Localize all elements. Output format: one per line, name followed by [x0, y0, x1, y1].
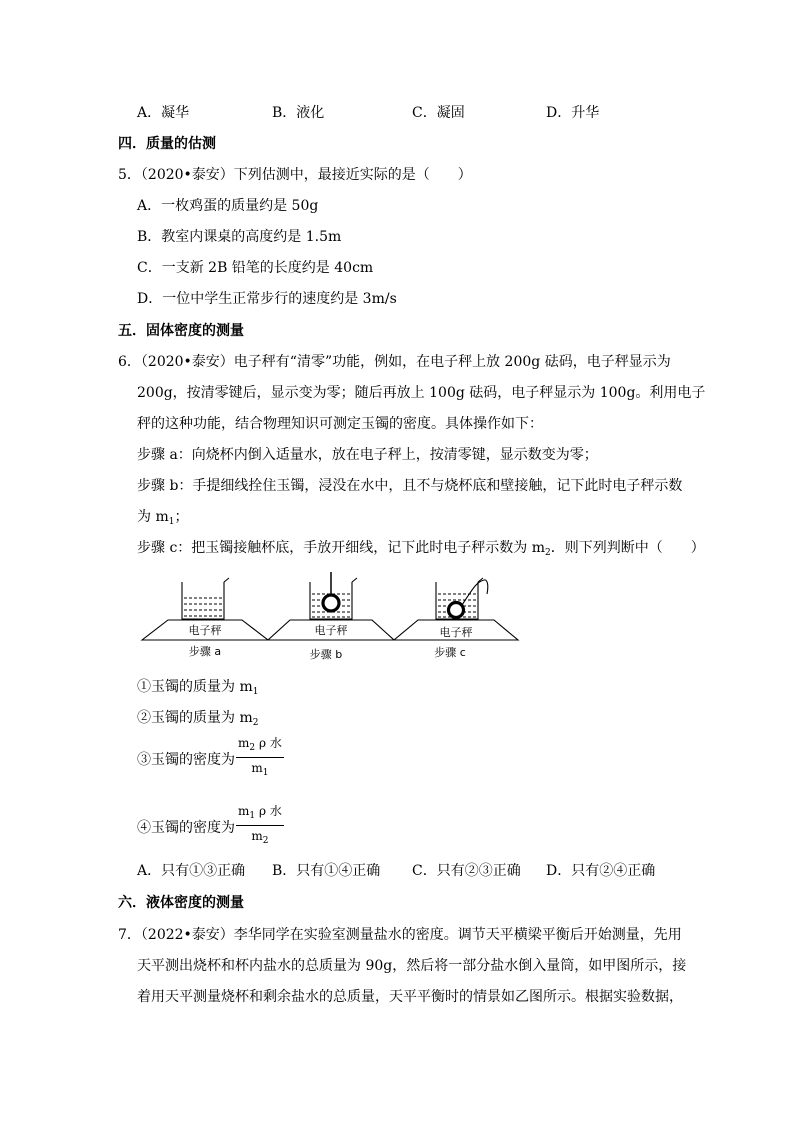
q4-option-c: C．凝固 [412, 105, 465, 121]
section-heading-6: 六．液体密度的测量 [118, 895, 244, 911]
caption-step-c: 步骤 c [434, 646, 466, 659]
q6-statement-3: ③玉镯的密度为 $\frac{m_2 \rho 水}{m_1}$ [137, 736, 282, 778]
caption-step-b: 步骤 b [309, 648, 343, 661]
section-heading-4: 四．质量的估测 [118, 136, 216, 152]
bracelet-c [449, 603, 464, 618]
q7-line-1: 7．（2022•泰安）李华同学在实验室测量盐水的密度。调节天平横梁平衡后开始测量，先用 [118, 927, 682, 943]
q6-experiment-figure [140, 572, 520, 664]
q6-option-d: D．只有②④正确 [546, 863, 656, 879]
caption-step-a: 步骤 a [188, 645, 222, 658]
scale-label-a: 电子秤 [188, 624, 222, 637]
q5-stem: 5．（2020•泰安）下列估测中，最接近实际的是（ ） [118, 167, 472, 183]
q7-line-3: 着用天平测量烧杯和剩余盐水的总质量，天平平衡时的情景如乙图所示。根据实验数据， [137, 989, 683, 1005]
q7-line-2: 天平测出烧杯和杯内盐水的总质量为 90g，然后将一部分盐水倒入量筒，如甲图所示，接 [137, 958, 687, 974]
beaker-a [182, 582, 224, 619]
q6-step-b-line2: 为 $m_1$； [137, 509, 189, 527]
beaker-a-spout [224, 578, 229, 582]
q6-line-3: 秤的这种功能，结合物理知识可测定玉镯的密度。具体操作如下： [137, 416, 543, 432]
q6-line-2: 200g，按清零键后，显示变为零；随后再放上 100g 砝码，电子秤显示为 100g。利用电子 [137, 385, 706, 401]
q6-step-a: 步骤 a：向烧杯内倒入适量水，放在电子秤上，按清零键，显示数变为零； [137, 447, 598, 463]
section-heading-5: 五．固体密度的测量 [118, 323, 244, 339]
q4-option-a: A．凝华 [137, 105, 190, 121]
beaker-b-spout [352, 578, 357, 582]
q6-line-1: 6．（2020•泰安）电子秤有“清零”功能，例如，在电子秤上放 200g 砝码，电子秤显示为 [118, 354, 671, 370]
q5-option-b: B．教室内课桌的高度约是 1.5m [137, 229, 342, 245]
q6-statement-1: ①玉镯的质量为 $m_1$ [137, 679, 259, 697]
string-c [462, 580, 488, 605]
q5-option-c: C．一支新 2B 铅笔的长度约是 40cm [137, 260, 374, 276]
q6-step-b-line1: 步骤 b：手提细线拴住玉镯，浸没在水中，且不与烧杯底和壁接触，记下此时电子秤示数 [137, 478, 683, 494]
q6-step-c: 步骤 c：把玉镯接触杯底，手放开细线，记下此时电子秤示数为 $m_2$．则下列判断中（ ） [137, 540, 705, 558]
q4-option-d: D．升华 [546, 105, 600, 121]
q4-option-b: B．液化 [272, 105, 325, 121]
q5-option-a: A．一枚鸡蛋的质量约是 50g [137, 198, 319, 214]
q6-option-a: A．只有①③正确 [137, 863, 246, 879]
q6-option-c: C．只有②③正确 [412, 863, 521, 879]
q5-option-d: D．一位中学生正常步行的速度约是 3m/s [137, 291, 397, 307]
bracelet-b [323, 595, 339, 611]
q6-statement-4: ④玉镯的密度为 $\frac{m_1 \rho 水}{m_2}$ [137, 804, 282, 846]
q6-statement-2: ②玉镯的质量为 $m_2$ [137, 710, 259, 728]
scale-label-c: 电子秤 [439, 626, 473, 639]
q6-option-b: B．只有①④正确 [272, 863, 381, 879]
scale-label-b: 电子秤 [314, 624, 348, 637]
